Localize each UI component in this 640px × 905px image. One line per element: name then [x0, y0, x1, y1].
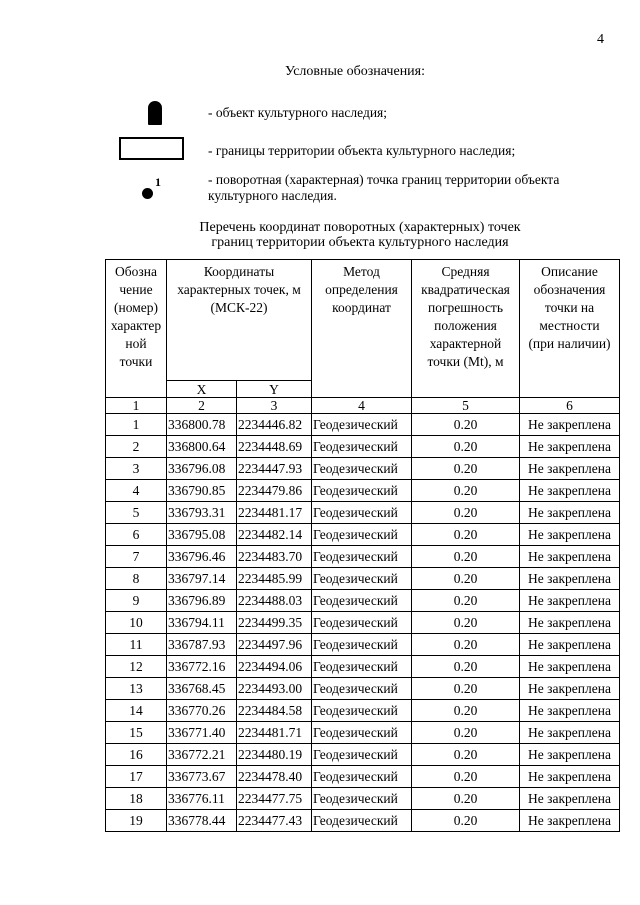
- point-number-cell: 18: [106, 788, 167, 810]
- turning-point-icon: [142, 188, 153, 199]
- column-number: 6: [520, 398, 620, 414]
- y-coordinate-cell: 2234482.14: [237, 524, 312, 546]
- y-coordinate-cell: 2234484.58: [237, 700, 312, 722]
- method-cell: Геодезический: [312, 634, 412, 656]
- legend-title: Условные обозначения:: [284, 64, 426, 79]
- y-coordinate-cell: 2234499.35: [237, 612, 312, 634]
- header-coordinates-line: (МСК-22): [210, 300, 268, 315]
- error-cell: 0.20: [412, 458, 520, 480]
- method-cell: Геодезический: [312, 590, 412, 612]
- header-error-line: характерной: [429, 336, 502, 351]
- description-cell: Не закреплена: [520, 744, 620, 766]
- table-row: [106, 524, 620, 546]
- legend-item-object: - объект культурного наследия;: [208, 105, 388, 120]
- table-row: [106, 810, 620, 832]
- method-cell: Геодезический: [312, 480, 412, 502]
- table-row: [106, 788, 620, 810]
- table-row: [106, 766, 620, 788]
- error-cell: 0.20: [412, 568, 520, 590]
- header-coordinates-line: Координаты: [203, 264, 275, 279]
- error-cell: 0.20: [412, 700, 520, 722]
- x-coordinate-cell: 336796.89: [167, 590, 237, 612]
- x-coordinate-cell: 336772.16: [167, 656, 237, 678]
- description-cell: Не закреплена: [520, 656, 620, 678]
- header-error-line: Средняя: [441, 264, 490, 279]
- error-cell: 0.20: [412, 634, 520, 656]
- y-coordinate-cell: 2234483.70: [237, 546, 312, 568]
- error-cell: 0.20: [412, 590, 520, 612]
- territory-boundary-icon: [119, 137, 184, 160]
- header-point-designation-line: характер: [110, 318, 162, 333]
- method-cell: Геодезический: [312, 414, 412, 436]
- error-cell: 0.20: [412, 414, 520, 436]
- header-point-designation-line: чение: [119, 282, 153, 297]
- point-number-cell: 5: [106, 502, 167, 524]
- x-coordinate-cell: 336770.26: [167, 700, 237, 722]
- table-row: [106, 612, 620, 634]
- description-cell: Не закреплена: [520, 722, 620, 744]
- table-row: [106, 590, 620, 612]
- x-coordinate-cell: 336795.08: [167, 524, 237, 546]
- column-number: 3: [237, 398, 312, 414]
- x-coordinate-cell: 336771.40: [167, 722, 237, 744]
- x-coordinate-cell: 336794.11: [167, 612, 237, 634]
- table-row: [106, 436, 620, 458]
- error-cell: 0.20: [412, 766, 520, 788]
- y-coordinate-cell: 2234477.43: [237, 810, 312, 832]
- list-title-line1: Перечень координат поворотных (характерных) точек: [199, 220, 521, 235]
- table-row: [106, 480, 620, 502]
- description-cell: Не закреплена: [520, 480, 620, 502]
- y-coordinate-cell: 2234448.69: [237, 436, 312, 458]
- point-number-cell: 15: [106, 722, 167, 744]
- description-cell: Не закреплена: [520, 634, 620, 656]
- error-cell: 0.20: [412, 810, 520, 832]
- list-title-line2: границ территории объекта культурного наследия: [211, 235, 509, 250]
- error-cell: 0.20: [412, 480, 520, 502]
- x-coordinate-cell: 336773.67: [167, 766, 237, 788]
- x-coordinate-cell: 336768.45: [167, 678, 237, 700]
- header-error: [412, 260, 520, 398]
- description-cell: Не закреплена: [520, 458, 620, 480]
- y-coordinate-cell: 2234477.75: [237, 788, 312, 810]
- page-number: 4: [597, 32, 604, 47]
- header-error-line: квадратическая: [421, 282, 510, 297]
- column-number: 5: [412, 398, 520, 414]
- description-cell: Не закреплена: [520, 590, 620, 612]
- error-cell: 0.20: [412, 744, 520, 766]
- error-cell: 0.20: [412, 678, 520, 700]
- y-coordinate-cell: 2234480.19: [237, 744, 312, 766]
- description-cell: Не закреплена: [520, 612, 620, 634]
- description-cell: Не закреплена: [520, 524, 620, 546]
- point-number-cell: 10: [106, 612, 167, 634]
- header-point-designation: [106, 260, 167, 398]
- column-number: 2: [167, 398, 237, 414]
- table-row: [106, 678, 620, 700]
- error-cell: 0.20: [412, 656, 520, 678]
- x-coordinate-cell: 336800.78: [167, 414, 237, 436]
- y-coordinate-cell: 2234497.96: [237, 634, 312, 656]
- method-cell: Геодезический: [312, 788, 412, 810]
- method-cell: Геодезический: [312, 436, 412, 458]
- description-cell: Не закреплена: [520, 546, 620, 568]
- table-row: [106, 722, 620, 744]
- x-coordinate-cell: 336787.93: [167, 634, 237, 656]
- table-row: [106, 546, 620, 568]
- method-cell: Геодезический: [312, 568, 412, 590]
- description-cell: Не закреплена: [520, 700, 620, 722]
- x-coordinate-cell: 336796.08: [167, 458, 237, 480]
- description-cell: Не закреплена: [520, 766, 620, 788]
- description-cell: Не закреплена: [520, 810, 620, 832]
- error-cell: 0.20: [412, 502, 520, 524]
- header-description-line: Описание: [541, 264, 598, 279]
- description-cell: Не закреплена: [520, 502, 620, 524]
- y-coordinate-cell: 2234493.00: [237, 678, 312, 700]
- header-method-line: координат: [332, 300, 391, 315]
- header-description-line: (при наличии): [528, 336, 611, 351]
- x-coordinate-cell: 336793.31: [167, 502, 237, 524]
- point-number-cell: 11: [106, 634, 167, 656]
- header-point-designation-line: ной: [125, 336, 147, 351]
- method-cell: Геодезический: [312, 678, 412, 700]
- y-coordinate-cell: 2234488.03: [237, 590, 312, 612]
- y-coordinate-cell: 2234446.82: [237, 414, 312, 436]
- x-coordinate-cell: 336797.14: [167, 568, 237, 590]
- description-cell: Не закреплена: [520, 788, 620, 810]
- y-coordinate-cell: 2234481.17: [237, 502, 312, 524]
- point-number-cell: 8: [106, 568, 167, 590]
- point-number-cell: 1: [106, 414, 167, 436]
- method-cell: Геодезический: [312, 546, 412, 568]
- method-cell: Геодезический: [312, 524, 412, 546]
- header-error-line: погрешность: [427, 300, 503, 315]
- y-coordinate-cell: 2234481.71: [237, 722, 312, 744]
- legend-item-turning-point-line1: - поворотная (характерная) точка границ территории объекта: [208, 172, 560, 187]
- method-cell: Геодезический: [312, 700, 412, 722]
- method-cell: Геодезический: [312, 458, 412, 480]
- point-number-cell: 16: [106, 744, 167, 766]
- table-row: [106, 568, 620, 590]
- y-coordinate-cell: 2234485.99: [237, 568, 312, 590]
- table-row: [106, 656, 620, 678]
- column-number-row: [106, 398, 620, 414]
- error-cell: 0.20: [412, 612, 520, 634]
- legend-item-boundary: - границы территории объекта культурного наследия;: [208, 143, 516, 158]
- header-method: [312, 260, 412, 398]
- method-cell: Геодезический: [312, 656, 412, 678]
- header-description: [520, 260, 620, 398]
- cultural-heritage-object-icon: [148, 101, 162, 125]
- point-number-cell: 6: [106, 524, 167, 546]
- header-y: Y: [237, 381, 312, 398]
- point-number-cell: 19: [106, 810, 167, 832]
- point-number-cell: 17: [106, 766, 167, 788]
- column-number: 4: [312, 398, 412, 414]
- method-cell: Геодезический: [312, 744, 412, 766]
- x-coordinate-cell: 336776.11: [167, 788, 237, 810]
- x-coordinate-cell: 336796.46: [167, 546, 237, 568]
- error-cell: 0.20: [412, 524, 520, 546]
- table-row: [106, 744, 620, 766]
- x-coordinate-cell: 336778.44: [167, 810, 237, 832]
- table-row: [106, 502, 620, 524]
- point-number-cell: 4: [106, 480, 167, 502]
- table-row: [106, 458, 620, 480]
- table-row: [106, 700, 620, 722]
- error-cell: 0.20: [412, 788, 520, 810]
- header-error-line: положения: [434, 318, 497, 333]
- method-cell: Геодезический: [312, 810, 412, 832]
- description-cell: Не закреплена: [520, 568, 620, 590]
- y-coordinate-cell: 2234478.40: [237, 766, 312, 788]
- table-row: [106, 414, 620, 436]
- header-point-designation-line: точки: [119, 354, 153, 369]
- method-cell: Геодезический: [312, 766, 412, 788]
- header-description-line: точки на: [544, 300, 595, 315]
- description-cell: Не закреплена: [520, 436, 620, 458]
- method-cell: Геодезический: [312, 502, 412, 524]
- x-coordinate-cell: 336772.21: [167, 744, 237, 766]
- point-number-cell: 7: [106, 546, 167, 568]
- y-coordinate-cell: 2234479.86: [237, 480, 312, 502]
- header-point-designation-line: (номер): [114, 300, 158, 315]
- point-number-cell: 12: [106, 656, 167, 678]
- header-point-designation-line: Обозна: [115, 264, 157, 279]
- x-coordinate-cell: 336800.64: [167, 436, 237, 458]
- coordinates-list-title: [150, 220, 570, 250]
- turning-point-marker-number: 1: [155, 175, 161, 189]
- method-cell: Геодезический: [312, 722, 412, 744]
- method-cell: Геодезический: [312, 612, 412, 634]
- header-coordinates: [167, 260, 312, 381]
- y-coordinate-cell: 2234494.06: [237, 656, 312, 678]
- error-cell: 0.20: [412, 436, 520, 458]
- point-number-cell: 3: [106, 458, 167, 480]
- x-coordinate-cell: 336790.85: [167, 480, 237, 502]
- table-row: [106, 634, 620, 656]
- y-coordinate-cell: 2234447.93: [237, 458, 312, 480]
- header-coordinates-line: характерных точек, м: [177, 282, 301, 297]
- header-method-line: определения: [325, 282, 398, 297]
- error-cell: 0.20: [412, 722, 520, 744]
- legend-item-turning-point-line2: культурного наследия.: [208, 188, 337, 203]
- header-description-line: обозначения: [533, 282, 606, 297]
- point-number-cell: 14: [106, 700, 167, 722]
- column-number: 1: [106, 398, 167, 414]
- error-cell: 0.20: [412, 546, 520, 568]
- description-cell: Не закреплена: [520, 678, 620, 700]
- description-cell: Не закреплена: [520, 414, 620, 436]
- point-number-cell: 9: [106, 590, 167, 612]
- header-x: X: [167, 381, 237, 398]
- legend-item-turning-point: [208, 172, 559, 204]
- header-error-line: точки (Mt), м: [427, 354, 504, 369]
- header-description-line: местности: [539, 318, 600, 333]
- point-number-cell: 2: [106, 436, 167, 458]
- coordinates-table: [105, 259, 620, 832]
- header-method-line: Метод: [343, 264, 380, 279]
- point-number-cell: 13: [106, 678, 167, 700]
